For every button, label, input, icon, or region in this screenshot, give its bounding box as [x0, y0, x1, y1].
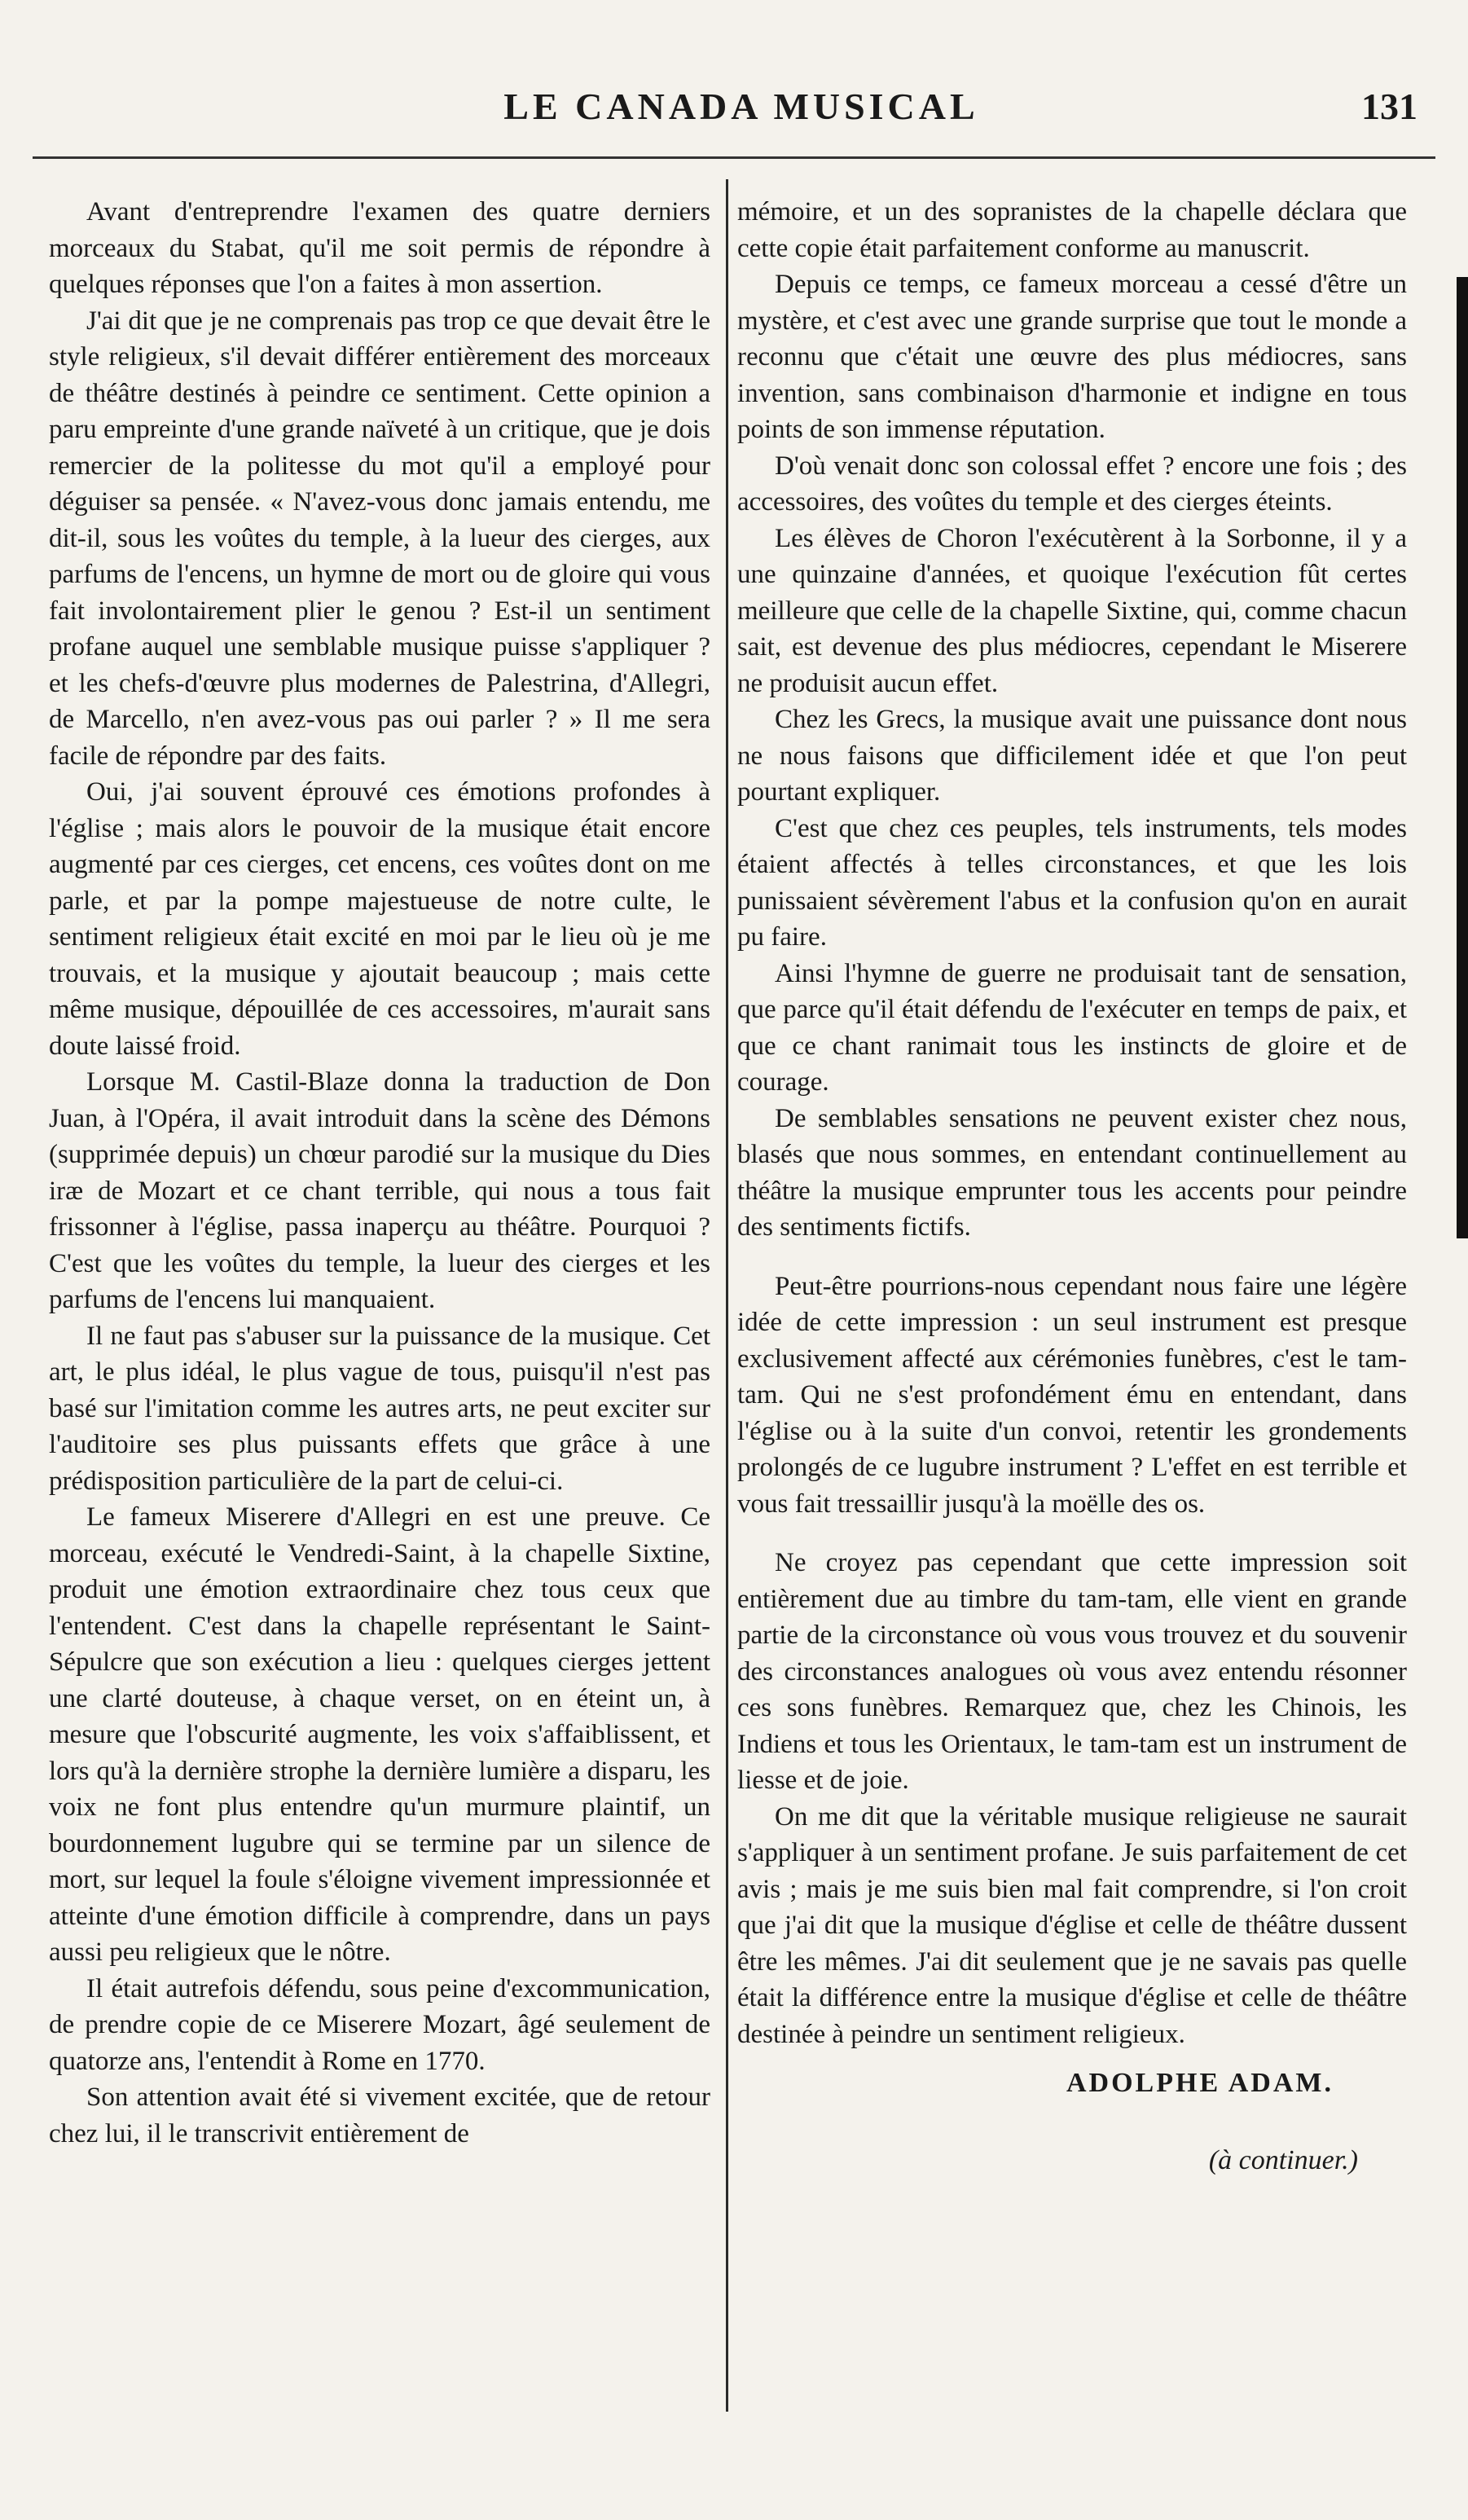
paragraph: Depuis ce temps, ce fameux morceau a cessé d'être un mystère, et c'est avec une grande surprise que tout le monde a reconnu que c'était une œuvre des plus médiocres, sans invention, sans combinaison d'harmonie et indigne en tous points de son immense réputation. [737, 270, 1407, 444]
paragraph: Son attention avait été si vivement excitée, que de retour chez lui, il le transcrivit entièrement de [49, 2082, 710, 2148]
author-signature: ADOLPHE ADAM. [1066, 2068, 1334, 2098]
paragraph: J'ai dit que je ne comprenais pas trop ce que devait être le style religieux, s'il devait différer entièrement des morceaux de théâtre destinés à peindre ce sentiment. Cette opinion a paru empreinte d'une grande naïveté à un critique, que je dois remercier de la politesse du mot qu'il a employé pour déguiser sa pensée. « N'avez-vous donc jamais entendu, me dit-il, sous les voûtes du temple, à la lueur des cierges, aux parfums de l'encens, un hymne de mort ou de gloire qui vous fait involontairement plier le genou ? Est-il un sentiment profane auquel une semblable musique puisse s'appliquer ? et les chefs-d'œuvre plus modernes de Palestrina, d'Allegri, de Marcello, n'en avez-vous pas oui parler ? » Il me sera facile de répondre par des faits. [49, 306, 710, 771]
page-header [49, 68, 1434, 142]
continued-note: (à continuer.) [1208, 2144, 1358, 2175]
paragraph: Chez les Grecs, la musique avait une puissance dont nous ne nous faisons que difficilement idée et que l'on peut pourtant expliquer. [737, 705, 1407, 807]
running-title: LE CANADA MUSICAL [503, 86, 979, 127]
paragraph: Il ne faut pas s'abuser sur la puissance de la musique. Cet art, le plus idéal, le plus vague de tous, puisqu'il n'est pas basé sur l'imitation comme les autres arts, ne peut exciter sur l'auditoire ses plus puissants effets que grâce à une prédisposition particulière de la part de celui-ci. [49, 1321, 710, 1496]
column-divider [726, 179, 728, 2412]
paragraph: Le fameux Miserere d'Allegri en est une preuve. Ce morceau, exécuté le Vendredi-Saint, à la chapelle Sixtine, produit une émotion extraordinaire chez tous ceux que l'entendent. C'est dans la chapelle représentant le Saint-Sépulcre que son exécution a lieu : quelques cierges jettent une clarté douteuse, à chaque verset, on en éteint un, à mesure que l'obscurité augmente, les voix s'affaiblissent, et lors qu'à la dernière strophe la dernière lumière a disparu, les voix ne font plus entendre qu'un murmure plaintif, un bourdonnement lugubre qui se termine par un silence de mort, sur lequel la foule s'éloigne vivement impressionnée et atteinte d'une émotion difficile à comprendre, dans un pays aussi peu religieux que le nôtre. [49, 1502, 710, 1967]
scan-edge-shadow [1457, 277, 1468, 1238]
paragraph: Il était autrefois défendu, sous peine d'excommunication, de prendre copie de ce Miserere Mozart, âgé seulement de quatorze ans, l'entendit à Rome en 1770. [49, 1973, 710, 2076]
paragraph: Peut-être pourrions-nous cependant nous faire une légère idée de cette impression : un seul instrument est presque exclusivement affecté aux cérémonies funèbres, c'est le tam-tam. Qui ne s'est profondément ému en entendant, dans l'église ou à la suite d'un convoi, retentir les grondements prolongés de ce lugubre instrument ? L'effet en est terrible et vous fait tressaillir jusqu'à la moëlle des os. [737, 1271, 1407, 1519]
paragraph: Oui, j'ai souvent éprouvé ces émotions profondes à l'église ; mais alors le pouvoir de la musique était encore augmenté par ces cierges, cet encens, ces voûtes dont on me parle, et par la pompe majestueuse de notre culte, le sentiment religieux était excité en moi par le lieu où je me trouvais, et la musique y ajoutait beaucoup ; mais cette même musique, dépouillée de ces accessoires, m'aurait sans doute laissé froid. [49, 777, 710, 1061]
paragraph: De semblables sensations ne peuvent exister chez nous, blasés que nous sommes, en entendant continuellement au théâtre la musique emprunter tous les accents pour peindre des sentiments fictifs. [737, 1103, 1407, 1242]
paragraph: Ainsi l'hymne de guerre ne produisait tant de sensation, que parce qu'il était défendu de l'exécuter en temps de paix, et que ce chant ranimait tous les instincts de gloire et de courage. [737, 958, 1407, 1097]
page-number: 131 [1361, 86, 1417, 127]
left-column [49, 194, 710, 2491]
paragraph: Lorsque M. Castil-Blaze donna la traduction de Don Juan, à l'Opéra, il avait introduit dans la scène des Démons (supprimée depuis) un chœur parodié sur la musique du Dies iræ de Mozart et ce chant terrible, qui nous a tous fait frissonner à l'église, passa inaperçu au théâtre. Pourquoi ? C'est que les voûtes du temple, la lueur des cierges et les parfums de l'encens lui manquaient. [49, 1067, 710, 1314]
section-gap [737, 1246, 1407, 1269]
paragraph: mémoire, et un des sopranistes de la chapelle déclara que cette copie était parfaitement conforme au manuscrit. [737, 197, 1407, 263]
header-rule [33, 156, 1435, 159]
paragraph: Avant d'entreprendre l'examen des quatre derniers morceaux du Stabat, qu'il me soit permis de répondre à quelques réponses que l'on a faites à mon assertion. [49, 197, 710, 299]
paragraph: D'où venait donc son colossal effet ? encore une fois ; des accessoires, des voûtes du temple et des cierges éteints. [737, 451, 1407, 517]
paragraph: On me dit que la véritable musique religieuse ne saurait s'appliquer à un sentiment profane. Je suis parfaitement de cet avis ; mais je me suis bien mal fait comprendre, si l'on croit que j'ai dit que la musique d'église et celle de théâtre dussent être les mêmes. J'ai dit seulement que je ne savais pas quelle était la différence entre la musique d'église et celle de théâtre destinée à peindre un sentiment religieux. [737, 1801, 1407, 2049]
paragraph: C'est que chez ces peuples, tels instruments, tels modes étaient affectés à telles circonstances, et que les lois punissaient sévèrement l'abus et la confusion qu'on en aurait pu faire. [737, 813, 1407, 952]
right-column [737, 194, 1407, 2491]
paragraph: Ne croyez pas cependant que cette impression soit entièrement due au timbre du tam-tam, elle vient en grande partie de la circonstance où vous vous trouvez et du souvenir des circonstances analogues où vous avez entendu résonner ces sons funèbres. Remarquez que, chez les Chinois, les Indiens et tous les Orientaux, le tam-tam est un instrument de liesse et de joie. [737, 1548, 1407, 1795]
section-gap [737, 1522, 1407, 1545]
paragraph: Les élèves de Choron l'exécutèrent à la Sorbonne, il y a une quinzaine d'années, et quoique l'exécution fût certes meilleure que celle de la chapelle Sixtine, qui, comme chacun sait, est devenue des plus médiocres, cependant le Miserere ne produisit aucun effet. [737, 523, 1407, 698]
